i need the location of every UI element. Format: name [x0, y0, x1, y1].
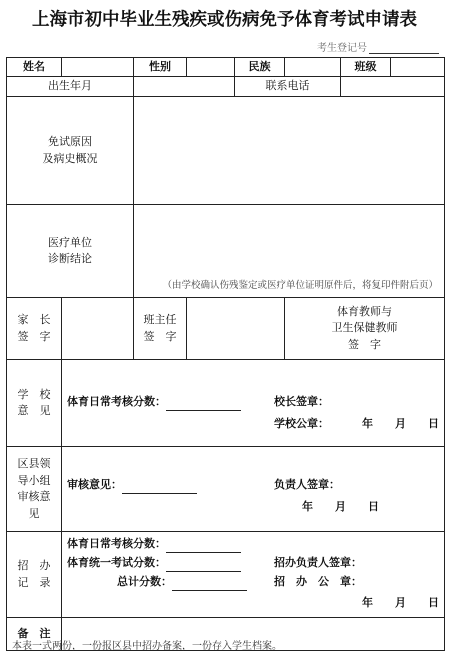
district-review-field — [62, 447, 445, 532]
gender-label: 性别 — [134, 58, 187, 77]
school-opinion-field — [62, 360, 445, 447]
page-title: 上海市初中毕业生残疾或伤病免予体育考试申请表 — [32, 10, 417, 30]
phone-label: 联系电话 — [235, 77, 341, 97]
birth-field[interactable] — [134, 77, 235, 97]
admission-daily-score-label: 体育日常考核分数： — [67, 537, 166, 550]
diagnosis-field[interactable] — [134, 205, 445, 298]
head-teacher-line-2: 签 字 — [143, 329, 177, 343]
district-label-line-2: 导小组 — [17, 473, 51, 487]
admission-date: 年 月 日 — [362, 596, 439, 609]
registration-number-field[interactable] — [369, 42, 439, 54]
exempt-reason-line-2: 及病史概况 — [42, 151, 98, 165]
head-teacher-sign-field[interactable] — [187, 298, 285, 360]
school-daily-score-input[interactable] — [166, 399, 241, 411]
gender-field[interactable] — [187, 58, 235, 77]
diagnosis-line-1: 医疗单位 — [48, 235, 92, 249]
parent-sign-line-1: 家 长 — [17, 313, 51, 326]
admission-daily-score-input[interactable] — [166, 541, 241, 553]
name-label: 姓名 — [7, 58, 62, 77]
admission-label-line-1: 招 办 — [17, 559, 51, 572]
diagnosis-note: （由学校确认伤残鉴定或医疗单位证明原件后，将复印件附后页） — [162, 279, 438, 291]
parent-sign-line-2: 签 字 — [17, 329, 51, 343]
pe-teacher-line-1: 体育教师与 — [337, 304, 392, 318]
pe-teacher-sign-label — [285, 298, 445, 360]
school-seal: 学校公章： — [274, 417, 329, 430]
remarks-label: 备 注 — [7, 618, 62, 651]
admission-daily-score — [67, 536, 241, 553]
birth-label: 出生年月 — [7, 77, 134, 97]
district-date: 年 月 日 — [302, 500, 379, 513]
exempt-reason-label — [7, 97, 134, 205]
parent-sign-field[interactable] — [62, 298, 134, 360]
pe-teacher-line-2: 卫生保健教师 — [331, 321, 398, 335]
school-daily-score-label: 体育日常考核分数： — [67, 395, 166, 408]
school-label-line-1: 学 校 — [17, 387, 51, 401]
district-review-label — [7, 447, 62, 532]
admission-total-score-label: 总计分数： — [117, 575, 172, 588]
admission-total-score-input[interactable] — [172, 579, 247, 591]
head-teacher-line-1: 班主任 — [143, 313, 177, 326]
ethnicity-field[interactable] — [285, 58, 341, 77]
class-field[interactable] — [391, 58, 445, 77]
school-daily-score — [67, 394, 241, 411]
school-date: 年 月 日 — [362, 417, 439, 430]
principal-sign: 校长签章： — [274, 395, 329, 408]
district-label-line-4: 见 — [28, 506, 40, 520]
head-teacher-sign-label — [134, 298, 187, 360]
district-person-sign: 负责人签章： — [274, 478, 340, 491]
admission-record-field — [62, 532, 445, 618]
name-field[interactable] — [62, 58, 134, 77]
admission-label-line-2: 记 录 — [17, 575, 51, 589]
admission-record-label — [7, 532, 62, 618]
school-opinion-label — [7, 360, 62, 447]
pe-teacher-line-3: 签 字 — [348, 337, 381, 351]
admission-total-score — [117, 574, 247, 591]
admission-unified-score — [67, 555, 241, 572]
registration-label: 考生登记号 — [317, 43, 367, 54]
admission-seal: 招 办 公 章： — [274, 575, 362, 588]
exempt-reason-field[interactable] — [134, 97, 445, 205]
parent-sign-label — [7, 298, 62, 360]
class-label: 班级 — [341, 58, 391, 77]
admission-unified-score-label: 体育统一考试分数： — [67, 556, 166, 569]
school-label-line-2: 意 见 — [17, 404, 51, 417]
admission-head-sign: 招办负责人签章： — [274, 556, 362, 569]
district-opinion — [67, 477, 197, 494]
phone-field[interactable] — [341, 77, 445, 97]
district-label-line-1: 区县领 — [17, 457, 51, 470]
exempt-reason-line-1: 免试原因 — [48, 135, 92, 148]
application-form-table — [6, 57, 445, 651]
ethnicity-label: 民族 — [235, 58, 285, 77]
diagnosis-line-2: 诊断结论 — [48, 252, 92, 265]
district-opinion-label: 审核意见： — [67, 478, 122, 491]
diagnosis-label — [7, 205, 134, 298]
district-opinion-input[interactable] — [122, 482, 197, 494]
district-label-line-3: 审核意 — [17, 490, 51, 503]
footer-note: 本表一式两份，一份报区县中招办备案，一份存入学生档案。 — [12, 641, 282, 652]
registration-number — [317, 39, 439, 54]
admission-unified-score-input[interactable] — [166, 560, 241, 572]
